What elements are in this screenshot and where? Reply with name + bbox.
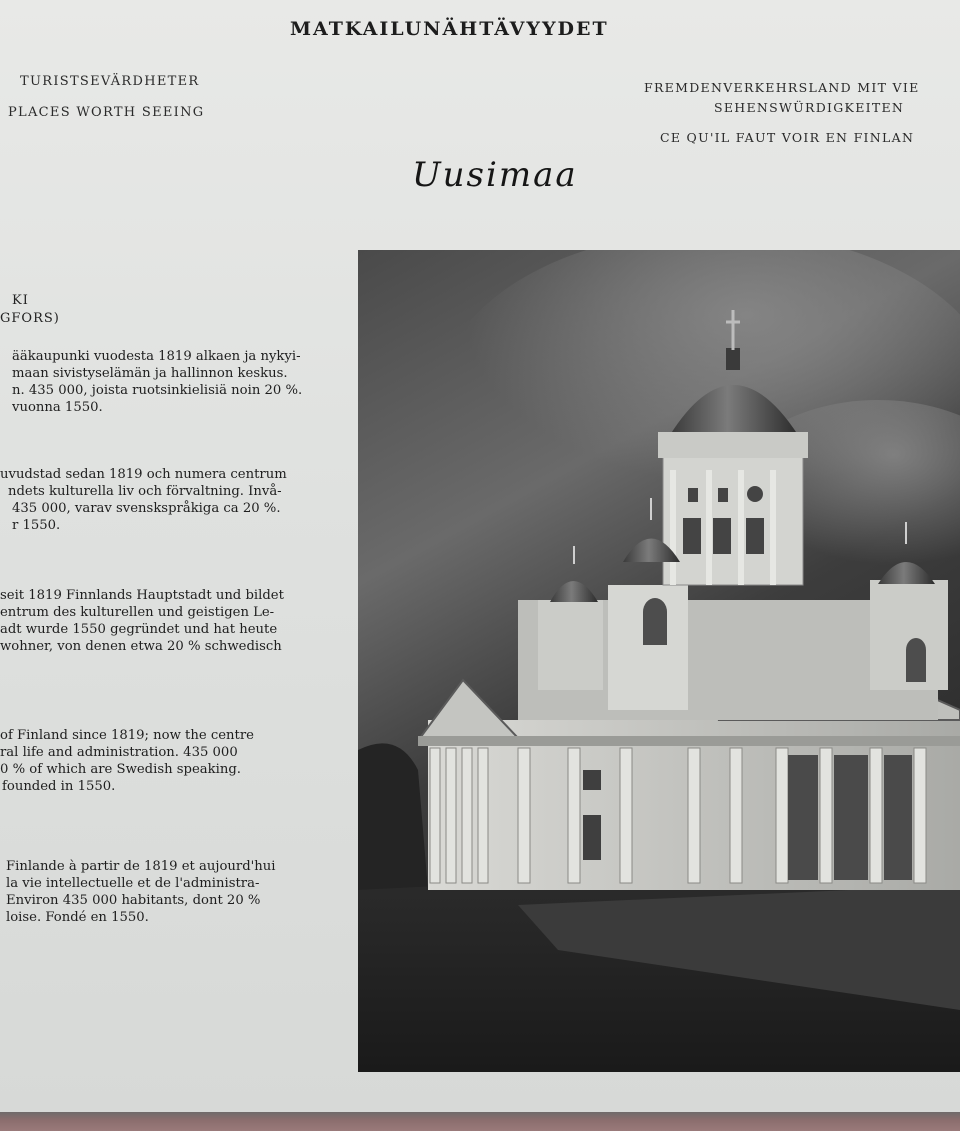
main-title: MATKAILUNÄHTÄVYYDET	[290, 18, 609, 40]
text-line: ndets kulturella liv och förvaltning. Invå-	[8, 484, 282, 499]
text-line: of Finland since 1819; now the centre	[0, 728, 254, 743]
page-edge	[0, 1112, 960, 1131]
text-line: r 1550.	[12, 518, 61, 533]
region-title: Uusimaa	[412, 155, 578, 195]
text-line: la vie intellectuelle et de l'administra-	[6, 876, 260, 891]
text-line: ral life and administration. 435 000	[0, 745, 238, 760]
text-line: 0 % of which are Swedish speaking.	[0, 762, 242, 777]
paragraph-swedish	[0, 466, 345, 534]
lantern	[726, 348, 740, 370]
subtitle-swedish: TURISTSEVÄRDHETER	[20, 74, 200, 89]
arched-window	[906, 638, 926, 682]
paragraph-finnish	[12, 348, 357, 416]
text-line: vuonna 1550.	[12, 400, 103, 415]
text-line: wohner, von denen etwa 20 % schwedisch	[0, 639, 282, 654]
text-line: seit 1819 Finnlands Hauptstadt und bildet	[0, 588, 284, 603]
paragraph-french	[6, 858, 351, 926]
text-line: uvudstad sedan 1819 och numera centrum	[0, 467, 287, 482]
column-shadows	[788, 755, 912, 880]
cathedral-illustration	[358, 250, 960, 1072]
text-line: Environ 435 000 habitants, dont 20 %	[6, 893, 261, 908]
text-line: adt wurde 1550 gegründet und hat heute	[0, 622, 278, 637]
subtitle-english: PLACES WORTH SEEING	[8, 105, 205, 120]
arched-window	[643, 598, 667, 645]
city-name-swedish: GFORS)	[0, 311, 60, 326]
city-name: KI	[12, 293, 29, 308]
paragraph-german	[0, 587, 345, 655]
text-line: maan sivistyselämän ja hallinnon keskus.	[12, 366, 288, 381]
text-line: 435 000, varav svenskspråkiga ca 20 %.	[12, 501, 281, 516]
entablature	[418, 736, 960, 746]
subtitle-french: CE QU'IL FAUT VOIR EN FINLAN	[660, 130, 915, 145]
text-line: loise. Fondé en 1550.	[6, 910, 149, 925]
lower-windows	[583, 770, 601, 860]
subtitle-german-1: FREMDENVERKEHRSLAND MIT VIE	[644, 80, 920, 95]
left-tower	[538, 600, 603, 690]
cathedral-photo	[358, 250, 960, 1072]
text-line: ääkaupunki vuodesta 1819 alkaen ja nykyi-	[12, 349, 301, 364]
text-line: entrum des kulturellen und geistigen Le-	[0, 605, 275, 620]
dome-base	[658, 432, 808, 458]
text-line: Finlande à partir de 1819 et aujourd'hui	[6, 859, 276, 874]
subtitle-german-2: SEHENSWÜRDIGKEITEN	[714, 100, 905, 115]
text-line: n. 435 000, joista ruotsinkielisiä noin 20 %.	[12, 383, 303, 398]
paragraph-english	[0, 727, 345, 795]
text-line: founded in 1550.	[2, 779, 116, 794]
drum-windows	[683, 486, 764, 554]
